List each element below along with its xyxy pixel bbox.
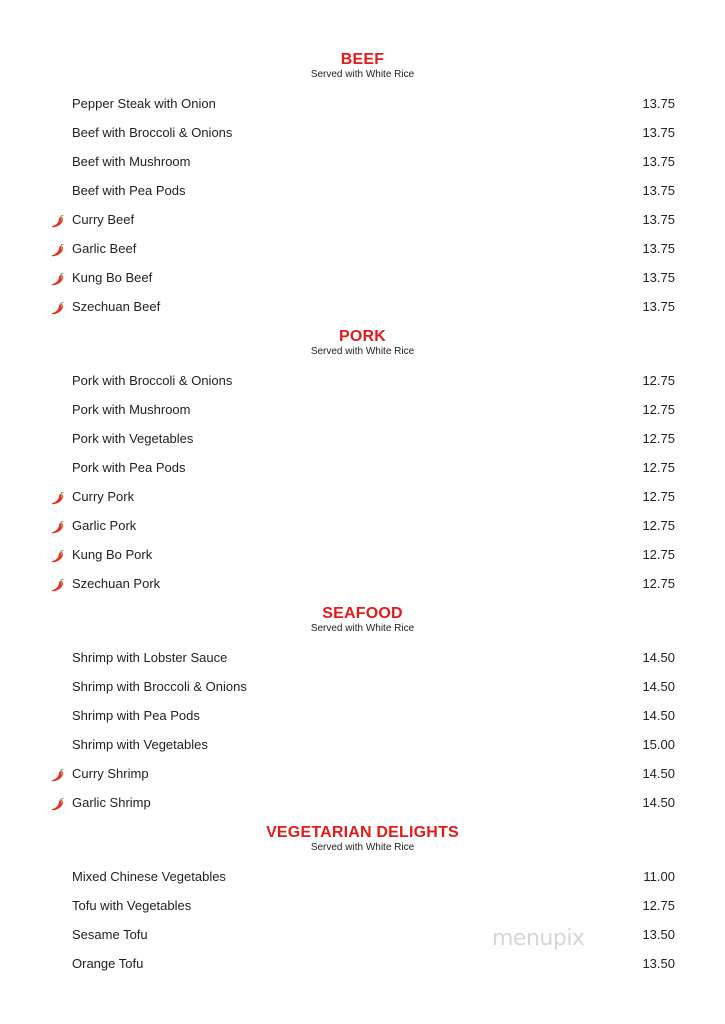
chili-pepper-icon (50, 300, 66, 316)
item-price: 11.00 (643, 869, 675, 884)
item-price: 14.50 (642, 650, 675, 665)
list-item (0, 706, 725, 726)
item-price: 13.75 (642, 270, 675, 285)
list-item (0, 429, 725, 449)
item-price: 12.75 (642, 576, 675, 591)
item-name: Curry Beef (72, 212, 135, 227)
item-price: 13.50 (642, 927, 675, 942)
list-item (0, 735, 725, 755)
section-title: PORK (338, 328, 387, 345)
list-item (0, 545, 725, 565)
list-item (0, 210, 725, 230)
section-subtitle: Served with White Rice (310, 346, 415, 357)
list-item (0, 954, 725, 974)
item-name: Tofu with Vegetables (72, 898, 192, 913)
item-name: Pork with Mushroom (72, 402, 191, 417)
item-price: 13.75 (642, 96, 675, 111)
menupix-watermark: menupix (492, 926, 585, 951)
chili-pepper-icon (50, 271, 66, 287)
item-name: Pork with Vegetables (72, 431, 194, 446)
item-price: 14.50 (642, 679, 675, 694)
list-item (0, 487, 725, 507)
section-title: VEGETARIAN DELIGHTS (266, 824, 459, 841)
section-title: BEEF (340, 51, 385, 68)
item-price: 15.00 (642, 737, 675, 752)
item-name: Garlic Pork (72, 518, 137, 533)
list-item (0, 181, 725, 201)
item-price: 12.75 (642, 547, 675, 562)
item-name: Szechuan Beef (72, 299, 161, 314)
item-price: 13.75 (642, 154, 675, 169)
section-beef (0, 51, 725, 81)
item-name: Pork with Pea Pods (72, 460, 186, 475)
item-name: Curry Shrimp (72, 766, 149, 781)
list-item (0, 574, 725, 594)
item-name: Beef with Broccoli & Onions (72, 125, 233, 140)
chili-pepper-icon (50, 577, 66, 593)
item-price: 14.50 (642, 708, 675, 723)
list-item (0, 123, 725, 143)
list-item (0, 925, 725, 945)
list-item (0, 400, 725, 420)
list-item (0, 94, 725, 114)
list-item (0, 268, 725, 288)
item-price: 12.75 (642, 898, 675, 913)
item-name: Orange Tofu (72, 956, 144, 971)
section-subtitle: Served with White Rice (310, 623, 415, 634)
section-subtitle: Served with White Rice (310, 69, 415, 80)
section-pork (0, 328, 725, 358)
list-item (0, 896, 725, 916)
item-name: Kung Bo Pork (72, 547, 153, 562)
item-price: 14.50 (642, 766, 675, 781)
item-name: Shrimp with Lobster Sauce (72, 650, 228, 665)
chili-pepper-icon (50, 213, 66, 229)
item-name: Beef with Pea Pods (72, 183, 186, 198)
section-vegetarian (0, 824, 725, 854)
section-seafood (0, 605, 725, 635)
item-price: 13.75 (642, 125, 675, 140)
item-name: Kung Bo Beef (72, 270, 153, 285)
item-name: Szechuan Pork (72, 576, 161, 591)
item-name: Shrimp with Broccoli & Onions (72, 679, 247, 694)
item-price: 12.75 (642, 431, 675, 446)
item-price: 13.75 (642, 183, 675, 198)
item-price: 13.75 (642, 212, 675, 227)
section-subtitle: Served with White Rice (310, 842, 415, 853)
chili-pepper-icon (50, 548, 66, 564)
list-item (0, 239, 725, 259)
list-item (0, 677, 725, 697)
item-price: 12.75 (642, 460, 675, 475)
item-price: 12.75 (642, 489, 675, 504)
item-name: Curry Pork (72, 489, 135, 504)
item-price: 13.75 (642, 299, 675, 314)
chili-pepper-icon (50, 519, 66, 535)
chili-pepper-icon (50, 242, 66, 258)
item-name: Garlic Shrimp (72, 795, 151, 810)
item-price: 13.75 (642, 241, 675, 256)
item-price: 12.75 (642, 518, 675, 533)
list-item (0, 867, 725, 887)
list-item (0, 371, 725, 391)
chili-pepper-icon (50, 767, 66, 783)
item-price: 12.75 (642, 402, 675, 417)
section-title: SEAFOOD (322, 605, 403, 622)
chili-pepper-icon (50, 490, 66, 506)
chili-pepper-icon (50, 796, 66, 812)
item-name: Mixed Chinese Vegetables (72, 869, 226, 884)
item-name: Beef with Mushroom (72, 154, 191, 169)
list-item (0, 793, 725, 813)
item-price: 13.50 (642, 956, 675, 971)
item-price: 12.75 (642, 373, 675, 388)
item-name: Pepper Steak with Onion (72, 96, 216, 111)
list-item (0, 152, 725, 172)
list-item (0, 648, 725, 668)
item-name: Sesame Tofu (72, 927, 148, 942)
list-item (0, 764, 725, 784)
item-name: Shrimp with Vegetables (72, 737, 208, 752)
item-price: 14.50 (642, 795, 675, 810)
item-name: Shrimp with Pea Pods (72, 708, 200, 723)
list-item (0, 458, 725, 478)
list-item (0, 297, 725, 317)
list-item (0, 516, 725, 536)
item-name: Garlic Beef (72, 241, 137, 256)
item-name: Pork with Broccoli & Onions (72, 373, 233, 388)
